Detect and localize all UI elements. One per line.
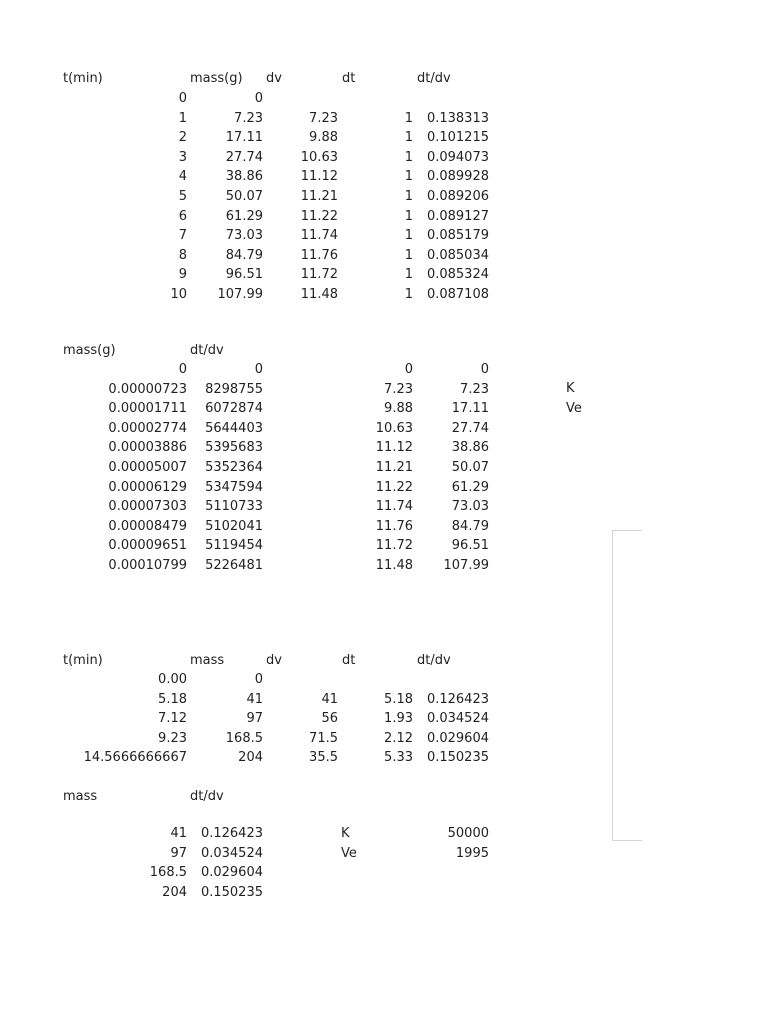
table1-cell: 1 bbox=[404, 169, 413, 185]
table1-cell: 84.79 bbox=[225, 247, 263, 263]
t1-header-dtdv: dt/dv bbox=[417, 71, 451, 86]
table1-cell: 38.86 bbox=[225, 169, 263, 185]
table3-cell bbox=[414, 672, 489, 688]
table2-cell: 0.00005007 bbox=[108, 460, 187, 475]
table1-cell: 10 bbox=[170, 287, 187, 302]
table2-cell: 5226481 bbox=[205, 558, 263, 573]
table2-cell: 5347594 bbox=[205, 479, 263, 495]
table1-cell: 7.23 bbox=[234, 110, 263, 126]
table1-cell: 0.089206 bbox=[426, 189, 489, 204]
table3-cell: 0.034524 bbox=[426, 711, 489, 727]
table1-cell: 50.07 bbox=[225, 189, 263, 204]
table2-cell: 5644403 bbox=[205, 420, 263, 436]
table3-cell bbox=[343, 672, 413, 688]
table1-cell: 0 bbox=[178, 91, 187, 106]
table2-cell: 0 bbox=[404, 362, 413, 377]
chart-frame bbox=[612, 530, 642, 841]
table2-cell: 11.76 bbox=[375, 518, 413, 534]
t4-header-mass: mass bbox=[63, 789, 98, 804]
table2-cell: 11.21 bbox=[375, 460, 413, 475]
table2-cell: 38.86 bbox=[451, 440, 489, 456]
table3-cell: 0.029604 bbox=[426, 730, 489, 746]
table2-cell: 7.23 bbox=[460, 381, 489, 397]
table3-cell: 0.126423 bbox=[426, 691, 489, 707]
table1-cell: 0.101215 bbox=[426, 130, 489, 146]
table1-cell: 1 bbox=[404, 110, 413, 126]
table2-cell: 61.29 bbox=[451, 479, 489, 495]
t3-header-dtdv: dt/dv bbox=[417, 653, 451, 668]
table2-cell: 0.00009651 bbox=[108, 538, 187, 554]
table4-cell: 168.5 bbox=[149, 865, 187, 881]
table2-cell: 17.11 bbox=[451, 401, 489, 417]
table3-cell: 14.5666666667 bbox=[83, 750, 187, 766]
table1-cell: 0.085179 bbox=[426, 228, 489, 244]
table1-cell bbox=[268, 91, 338, 107]
table2-cell: 5352364 bbox=[205, 460, 263, 475]
t1-header-mass: mass(g) bbox=[190, 71, 243, 86]
table3-cell: 0.150235 bbox=[426, 750, 489, 766]
table1-cell: 73.03 bbox=[225, 228, 263, 244]
table3-cell: 41 bbox=[246, 691, 263, 707]
table1-cell: 0 bbox=[254, 91, 263, 106]
table2-cell: 5110733 bbox=[205, 499, 263, 515]
table1-cell: 9.88 bbox=[309, 130, 338, 146]
t4-param-ve-value: 1995 bbox=[455, 846, 489, 861]
t2-header-mass: mass(g) bbox=[63, 343, 116, 358]
table1-cell: 0.089928 bbox=[426, 169, 489, 185]
table4-cell: 0.034524 bbox=[200, 845, 263, 861]
table4-cell: 97 bbox=[170, 845, 187, 861]
table1-cell: 7.23 bbox=[309, 110, 338, 126]
t1-header-dv: dv bbox=[266, 71, 282, 86]
table3-cell: 97 bbox=[246, 711, 263, 727]
table3-cell: 5.18 bbox=[158, 691, 187, 707]
table2-cell: 10.63 bbox=[375, 420, 413, 436]
table4-cell: 0.126423 bbox=[200, 826, 263, 841]
t1-header-dt: dt bbox=[342, 71, 356, 86]
table2-cell: 0 bbox=[178, 362, 187, 377]
table3-cell: 5.33 bbox=[384, 750, 413, 766]
table3-cell: 5.18 bbox=[384, 691, 413, 707]
table1-cell: 0.085324 bbox=[426, 267, 489, 283]
t2-header-dtdv: dt/dv bbox=[190, 343, 224, 358]
table2-cell: 0 bbox=[480, 362, 489, 377]
table3-cell: 2.12 bbox=[384, 730, 413, 746]
table1-cell: 8 bbox=[178, 247, 187, 263]
table2-cell: 0.00008479 bbox=[108, 518, 187, 534]
table1-cell: 11.76 bbox=[300, 247, 338, 263]
table1-cell: 11.72 bbox=[300, 267, 338, 283]
table1-cell: 1 bbox=[404, 130, 413, 146]
table1-cell: 9 bbox=[178, 267, 187, 283]
table3-cell: 1.93 bbox=[384, 711, 413, 727]
t4-param-ve-label: Ve bbox=[341, 846, 357, 861]
table1-cell: 11.22 bbox=[300, 208, 338, 224]
table2-cell: 11.48 bbox=[375, 558, 413, 573]
table1-cell: 0.089127 bbox=[426, 208, 489, 224]
table2-cell: 0.00006129 bbox=[108, 479, 187, 495]
table2-cell: 0 bbox=[254, 362, 263, 377]
table1-cell: 1 bbox=[404, 247, 413, 263]
t3-header-tmin: t(min) bbox=[63, 653, 103, 668]
table3-cell: 56 bbox=[321, 711, 338, 727]
table1-cell: 96.51 bbox=[225, 267, 263, 283]
table3-cell: 168.5 bbox=[225, 730, 263, 746]
t2-side-k: K bbox=[566, 381, 575, 396]
table3-cell: 9.23 bbox=[158, 730, 187, 746]
table3-cell: 204 bbox=[238, 750, 263, 766]
table1-cell: 1 bbox=[404, 208, 413, 224]
t4-param-k-value: 50000 bbox=[447, 826, 489, 841]
table2-cell: 11.74 bbox=[375, 499, 413, 515]
table3-cell: 41 bbox=[321, 691, 338, 707]
table3-cell bbox=[268, 672, 338, 688]
table1-cell: 0.138313 bbox=[426, 110, 489, 126]
table1-cell: 7 bbox=[178, 228, 187, 244]
table1-cell: 2 bbox=[178, 130, 187, 146]
table1-cell: 1 bbox=[404, 228, 413, 244]
table1-cell: 11.21 bbox=[300, 189, 338, 204]
table2-cell: 50.07 bbox=[451, 460, 489, 475]
table2-cell: 0.00010799 bbox=[108, 558, 187, 573]
table1-cell: 6 bbox=[178, 208, 187, 224]
t4-header-dtdv: dt/dv bbox=[190, 789, 224, 804]
t4-param-k-label: K bbox=[341, 826, 350, 841]
table1-cell: 61.29 bbox=[225, 208, 263, 224]
table2-cell: 6072874 bbox=[205, 401, 263, 417]
table1-cell: 11.48 bbox=[300, 287, 338, 302]
table1-cell bbox=[343, 91, 413, 107]
table1-cell: 27.74 bbox=[225, 149, 263, 165]
table1-cell: 1 bbox=[404, 267, 413, 283]
table2-cell: 0.00001711 bbox=[108, 401, 187, 417]
table2-cell: 107.99 bbox=[443, 558, 489, 573]
table3-cell: 0.00 bbox=[158, 672, 187, 687]
table2-cell: 8298755 bbox=[205, 381, 263, 397]
t3-header-mass: mass bbox=[190, 653, 225, 668]
table1-cell: 1 bbox=[404, 189, 413, 204]
table1-cell: 107.99 bbox=[217, 287, 263, 302]
table2-cell: 73.03 bbox=[451, 499, 489, 515]
table4-cell: 0.150235 bbox=[200, 884, 263, 900]
table3-cell: 7.12 bbox=[158, 711, 187, 727]
table1-cell: 1 bbox=[178, 110, 187, 126]
table1-cell: 1 bbox=[404, 287, 413, 302]
table1-cell: 3 bbox=[178, 149, 187, 165]
table4-cell: 41 bbox=[170, 826, 187, 841]
table2-cell: 27.74 bbox=[451, 420, 489, 436]
table1-cell: 0.085034 bbox=[426, 247, 489, 263]
table2-cell: 84.79 bbox=[451, 518, 489, 534]
table2-cell: 0.00007303 bbox=[108, 499, 187, 515]
table1-cell: 10.63 bbox=[300, 149, 338, 165]
table1-cell: 4 bbox=[178, 169, 187, 185]
table2-cell: 7.23 bbox=[384, 381, 413, 397]
table1-cell: 5 bbox=[178, 189, 187, 204]
table3-cell: 71.5 bbox=[309, 730, 338, 746]
t3-header-dv: dv bbox=[266, 653, 282, 668]
table1-cell: 17.11 bbox=[225, 130, 263, 146]
table4-cell: 0.029604 bbox=[200, 865, 263, 881]
table1-cell: 11.12 bbox=[300, 169, 338, 185]
t2-side-ve: Ve bbox=[566, 401, 582, 416]
table3-cell: 0 bbox=[254, 672, 263, 687]
table2-cell: 11.22 bbox=[375, 479, 413, 495]
table2-cell: 5119454 bbox=[205, 538, 263, 554]
table1-cell: 0.094073 bbox=[426, 149, 489, 165]
table2-cell: 5395683 bbox=[205, 440, 263, 456]
t3-header-dt: dt bbox=[342, 653, 356, 668]
table1-cell: 0.087108 bbox=[426, 287, 489, 302]
table2-cell: 96.51 bbox=[451, 538, 489, 554]
table1-cell: 11.74 bbox=[300, 228, 338, 244]
table2-cell: 0.00000723 bbox=[108, 381, 187, 397]
table3-cell: 35.5 bbox=[309, 750, 338, 766]
table2-cell: 0.00002774 bbox=[108, 420, 187, 436]
table2-cell: 11.72 bbox=[375, 538, 413, 554]
t1-header-tmin: t(min) bbox=[63, 71, 103, 86]
table2-cell: 11.12 bbox=[375, 440, 413, 456]
table2-cell: 9.88 bbox=[384, 401, 413, 417]
table2-cell: 0.00003886 bbox=[108, 440, 187, 456]
table1-cell bbox=[414, 91, 489, 107]
table4-cell: 204 bbox=[162, 884, 187, 900]
table1-cell: 1 bbox=[404, 149, 413, 165]
table2-cell: 5102041 bbox=[205, 518, 263, 534]
